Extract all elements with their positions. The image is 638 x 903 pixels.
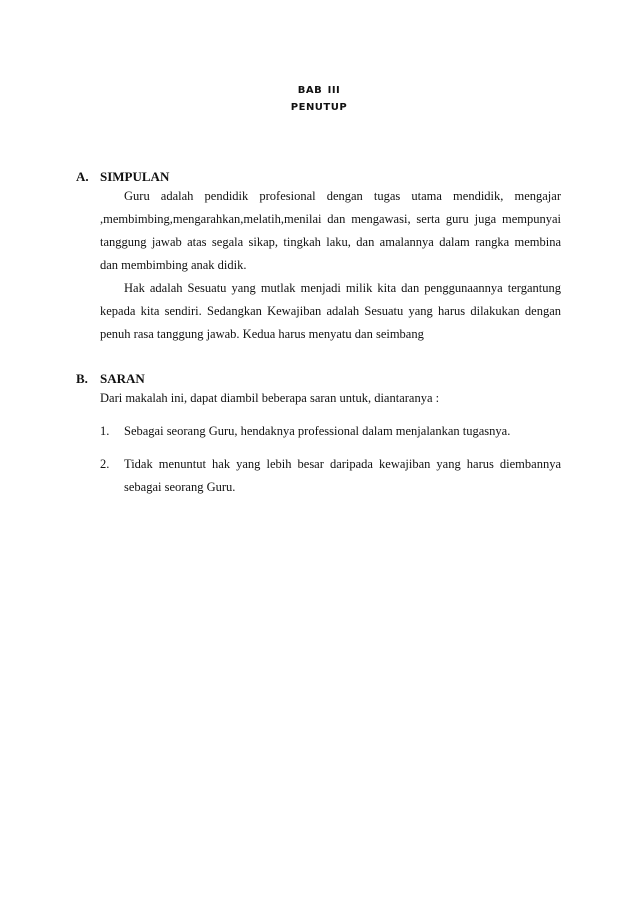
section-a-letter: A. [76,169,89,184]
saran-item-2-line-1: Tidak menuntut hak yang lebih besar daripada kewajiban yang harus diembannya [124,457,561,471]
saran-item-1-line-1: Sebagai seorang Guru, hendaknya professional dalam menjalankan tugasnya. [124,424,511,438]
simpulan-p1-line-2: ,membimbing,mengarahkan,melatih,menilai dan mengawasi, serta guru juga mempunyai [100,212,561,226]
saran-list-item [100,453,561,499]
simpulan-p1-line-4: dan membimbing anak didik. [100,258,247,272]
saran-item-2-number: 2. [100,457,110,471]
chapter-number: bab iii [297,81,341,97]
saran-item-2-line-2: sebagai seorang Guru. [124,480,236,494]
simpulan-paragraph-2 [100,277,561,346]
section-b-heading [76,371,145,387]
section-a-heading [76,169,169,185]
chapter-title: penutup [290,98,348,114]
section-b-title: SARAN [100,371,145,386]
saran-intro [100,387,561,410]
simpulan-p1-line-3: tanggung jawab atas segala sikap, tingkah laku, dan amalannya dalam rangka membina [100,235,561,249]
simpulan-paragraph-1 [100,185,561,277]
saran-intro-text: Dari makalah ini, dapat diambil beberapa saran untuk, diantaranya : [100,391,440,405]
section-a-title: SIMPULAN [100,169,170,184]
simpulan-p2-line-3: penuh rasa tanggung jawab. Kedua harus menyatu dan seimbang [100,327,424,341]
saran-list-item [100,420,561,443]
saran-item-1-number: 1. [100,424,110,438]
simpulan-p1-line-1: Guru adalah pendidik profesional dengan tugas utama mendidik, mengajar [124,189,561,203]
simpulan-p2-line-2: kepada kita sendiri. Sedangkan Kewajiban adalah Sesuatu yang harus dilakukan dengan [100,304,561,318]
section-b-letter: B. [76,371,88,386]
simpulan-p2-line-1: Hak adalah Sesuatu yang mutlak menjadi milik kita dan penggunaannya tergantung [124,281,561,295]
